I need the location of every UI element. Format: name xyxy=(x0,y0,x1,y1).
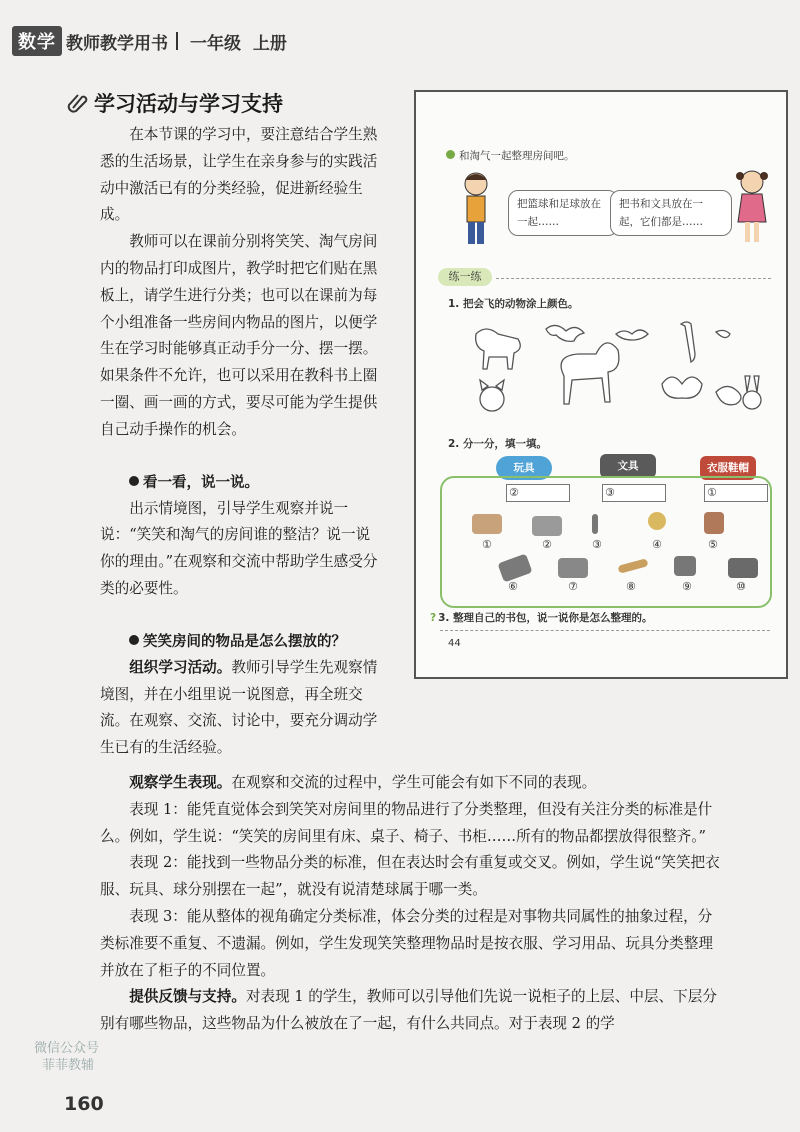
item-ball xyxy=(648,512,666,530)
question-1: 1. 把会飞的动物涂上颜色。 xyxy=(448,298,579,310)
answer-box-clothes: ① xyxy=(704,484,768,502)
speech-bubble-girl: 把书和文具放在一起，它们都是…… xyxy=(610,190,732,236)
bullet-icon xyxy=(129,635,139,645)
page-number: 160 xyxy=(64,1093,104,1115)
intro-paragraph-1: 在本节课的学习中，要注意结合学生熟悉的生活场景，让学生在亲身参与的实践活动中激活已有的分类经验，促进新经验生成。 xyxy=(100,126,378,224)
item-pencil xyxy=(592,514,598,534)
item-gloves xyxy=(674,556,696,576)
page-header xyxy=(12,26,287,56)
item-toy-car xyxy=(558,558,588,578)
item-clothes-pile xyxy=(472,514,502,534)
animals-illustration xyxy=(466,314,766,424)
item-ruler xyxy=(617,558,648,573)
full-width-text xyxy=(100,770,720,1038)
textbook-page-number: 44 xyxy=(448,638,461,649)
item-shoes xyxy=(728,558,758,578)
subheading-look-say: 看一看，说一说。 xyxy=(100,470,382,496)
watermark: 微信公众号 菲菲教辅 xyxy=(34,1041,100,1073)
question-mark-icon: ? xyxy=(430,612,437,624)
subheading-room-items: 笑笑房间的物品是怎么摆放的？ xyxy=(100,629,382,655)
boy-figure xyxy=(458,170,494,250)
item-shorts xyxy=(704,512,724,534)
paperclip-icon xyxy=(66,91,90,115)
item-eraser xyxy=(497,553,532,582)
category-clothes: 衣服鞋帽 xyxy=(700,456,756,480)
grade-label: 一年级 上册 xyxy=(190,33,287,54)
intro-paragraph-2: 教师可以在课前分别将笑笑、淘气房间内的物品打印成图片，教学时把它们贴在黑板上，请学生进行分类；也可以在课前为每个小组准备一些房间内物品的图片，以便学生在学习时能够真正动手分一分、摆一摆。如果条件不允许，也可以采用在教科书上圈一圈、画一画的方式，要尽可能为学生提供自己动手操作的机会。 xyxy=(100,233,378,438)
question-3: ? 3. 整理自己的书包，说一说你是怎么整理的。 xyxy=(430,612,653,624)
textbook-page-image xyxy=(414,90,788,679)
question-2: 2. 分一分，填一填。 xyxy=(448,438,547,450)
header-divider xyxy=(176,32,178,50)
practice-tag: 练一练 xyxy=(438,268,492,286)
answer-box-toys: ② xyxy=(506,484,570,502)
textbook-prompt: 和淘气一起整理房间吧。 xyxy=(446,148,575,163)
performance-1: 表现 1：能凭直觉体会到笑笑对房间里的物品进行了分类整理，但没有关注分类的标准是什么。例如，学生说：“笑笑的房间里有床、桌子、椅子、书柜……所有的物品都摆放得很整齐。” xyxy=(100,800,713,845)
bottom-divider xyxy=(440,630,770,631)
bullet-icon xyxy=(129,476,139,486)
observe-paragraph: 观察学生表现。在观察和交流的过程中，学生可能会有如下不同的表现。 xyxy=(129,774,597,791)
subject-logo: 数学 xyxy=(12,26,62,56)
answer-box-stationery: ③ xyxy=(602,484,666,502)
feedback-paragraph: 提供反馈与支持。对表现 1 的学生，教师可以引导他们先说一说柜子的上层、中层、下层分别有哪些物品，这些物品为什么被放在了一起，有什么共同点。对于表现 2 的学 xyxy=(100,988,717,1033)
performance-3: 表现 3：能从整体的视角确定分类标准，体会分类的过程是对事物共同属性的抽象过程，分类标准要不重复、不遗漏。例如，学生发现笑笑整理物品时是按衣服、学习用品、玩具分类整理并放在了柜子的不同位置。 xyxy=(100,907,713,979)
performance-2: 表现 2：能找到一些物品分类的标准，但在表达时会有重复或交叉。例如，学生说“笑笑把衣服、玩具、球分别摆在一起”，就没有说清楚球属于哪一类。 xyxy=(100,854,720,899)
category-toys: 玩具 xyxy=(496,456,552,480)
apple-icon xyxy=(446,150,455,159)
book-title: 教师教学用书 xyxy=(66,33,168,54)
item-toy-truck xyxy=(532,516,562,536)
left-column-text xyxy=(100,122,382,762)
category-stationery: 文具 xyxy=(600,454,656,478)
section-title: 学习活动与学习支持 xyxy=(66,88,283,118)
activity-paragraph: 组织学习活动。教师引导学生先观察情境图，并在小组里说一说图意，再全班交流。在观察、交流、讨论中，要充分调动学生已有的生活经验。 xyxy=(100,658,378,757)
speech-bubble-boy: 把篮球和足球放在一起…… xyxy=(508,190,618,236)
girl-figure xyxy=(734,168,770,248)
look-say-paragraph: 出示情境图，引导学生观察并说一说：“笑笑和淘气的房间谁的整洁？说一说你的理由。”在观察和交流中帮助学生感受分类的必要性。 xyxy=(100,499,378,597)
sorting-box: ② ③ ① ① ② ③ ④ ⑤ ⑥ ⑦ ⑧ ⑨ ⑩ xyxy=(440,476,772,608)
divider-line xyxy=(496,278,771,279)
